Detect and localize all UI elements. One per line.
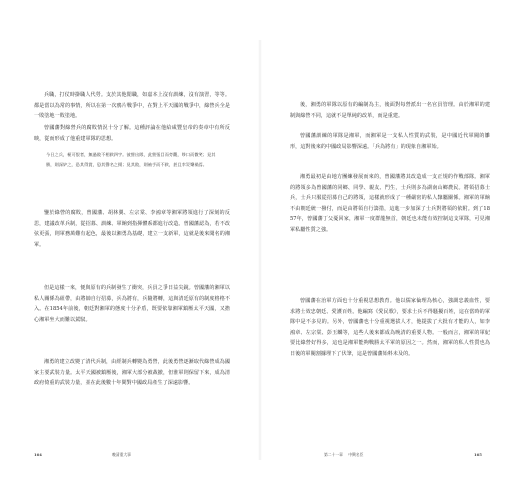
- right-running-title: [324, 452, 363, 458]
- left-paragraph-2: 曾國藩對綠營兵的腐敗情況十分了解。這種評論在他給咸豐皇帝的奏章中有所反映，從而形成了他重建軍隊的思想。: [34, 125, 230, 142]
- left-paragraph-4: 但是這樣一來，便與原有的兵制發生了衝突，兵員之爭日益尖銳。曾國藩的湘軍以私人關係為紐帶，由將帥自行招募，兵為將有，兵隨將轉，這與清廷原有的制度格格不入。在1854年前後，朝廷對湘軍的態度十分矛盾，既要依靠湘軍鎮壓太平天國，又擔心湘軍坐大而難以駕馭。: [34, 285, 230, 323]
- right-paragraph-4: 曾國藩在治軍方面也十分重視思想教育。他以儒家倫理為核心，強調忠義血性，要求將士效忠朝廷、愛護百姓。他編寫《愛民歌》，要求士兵不得騷擾百姓，這在當時的軍隊中是不多見的。另外，曾國藩也十分重視選拔人才，他提拔了大批有才能的人，如李鴻章、左宗棠、彭玉麟等，這些人後來都成為晚清的重要人物。一般而言，湘軍的軍紀要比綠營好得多，這也是湘軍能夠戰勝太平軍的原因之一。然而，湘軍的私人性質也為日後的軍閥割據埋下了伏筆，這是曾國藩始料未及的。: [290, 298, 490, 357]
- right-page: [260, 0, 520, 500]
- right-paragraph-2: 曾國藩訓練的軍隊是湘軍，而湘軍是一支私人性質的武裝，是中國近代軍閥的雛形，這對後來的中國政局影響深遠。「兵為將有」的現象自湘軍始。: [290, 133, 490, 150]
- chapter-title: 中興名臣: [348, 452, 364, 457]
- left-running-title: [112, 452, 131, 458]
- right-paragraph-1: 後，湘勇的軍隊以原有的編制為主，後面對每營派出一名官員管理。由於湘軍的建制與綠營不同，這就不是單純的改革，而是重建。: [290, 102, 490, 119]
- right-paragraph-3: 湘勇最初是由地方團練發展而來的，曾國藩將其改造成一支正規的作戰部隊。湘軍的將領多為曾國藩的同鄉、同學、親友、門生，士兵則多為湖南山鄉農民。將領招募士兵，士兵只服從招募自己的將領，這樣就形成了一種嚴密的私人隸屬關係。湘軍的軍餉不由朝廷統一撥付，而是由將領自行籌措，這進一步加深了士兵對將領的依附。到了1857年，曾國藩丁父憂回家，湘軍一度群龍無首，朝廷也未能有效控制這支軍隊，可見湘軍私屬性質之強。: [290, 174, 490, 233]
- page-number: 164: [34, 452, 42, 457]
- book-title: 晚清重大事: [112, 452, 131, 457]
- page-number: 165: [474, 452, 482, 457]
- left-paragraph-1: 兵職，打仗時掛職人代勞。支於其他閒職，如嘉本上沒有訓練，沒有演習，等等。都是當以為常的事情，所以在第一次鴉片戰爭中，在對上平天國的戰爭中，綠營兵全是一敗塗地一敗塗地。: [34, 92, 230, 120]
- left-paragraph-3: 鑒於綠營的腐敗，曾國藩、胡林翼、左宗棠、李鴻章等湘軍將領進行了深刻的反思，建議改革兵制，從招募、訓練、軍餉到指揮體系都進行改造。曾國藩認為，若不改弦更張，則軍務萬難有起色，最後以湘勇為基礎，建立一支新軍，這就是後來聞名的湘軍。: [34, 210, 230, 248]
- left-folio: [34, 452, 46, 458]
- block-quote: 今日之兵，極可恨者，無過敗不相救四字。彼營出隊，此營張目而旁觀，哆口而微笑；見其勝，則深妒之，恐其得賞，恐其聲名之揚；見其敗，則袖手而不救，甚且幸災樂禍焉。: [46, 152, 216, 168]
- chapter-label: 第二十一章: [324, 452, 343, 457]
- right-folio: [474, 452, 486, 458]
- left-paragraph-5: 湘勇的建立改變了清代兵制，由經制兵轉變為勇營，此後勇營逐漸取代綠營成為國家主要武裝力量。太平天國被鎮壓後，湘軍大部分被裁撤，但淮軍則保留下來，成為清政府倚重的武裝力量，並在此後數十年間對中國政局產生了深遠影響。: [34, 359, 230, 387]
